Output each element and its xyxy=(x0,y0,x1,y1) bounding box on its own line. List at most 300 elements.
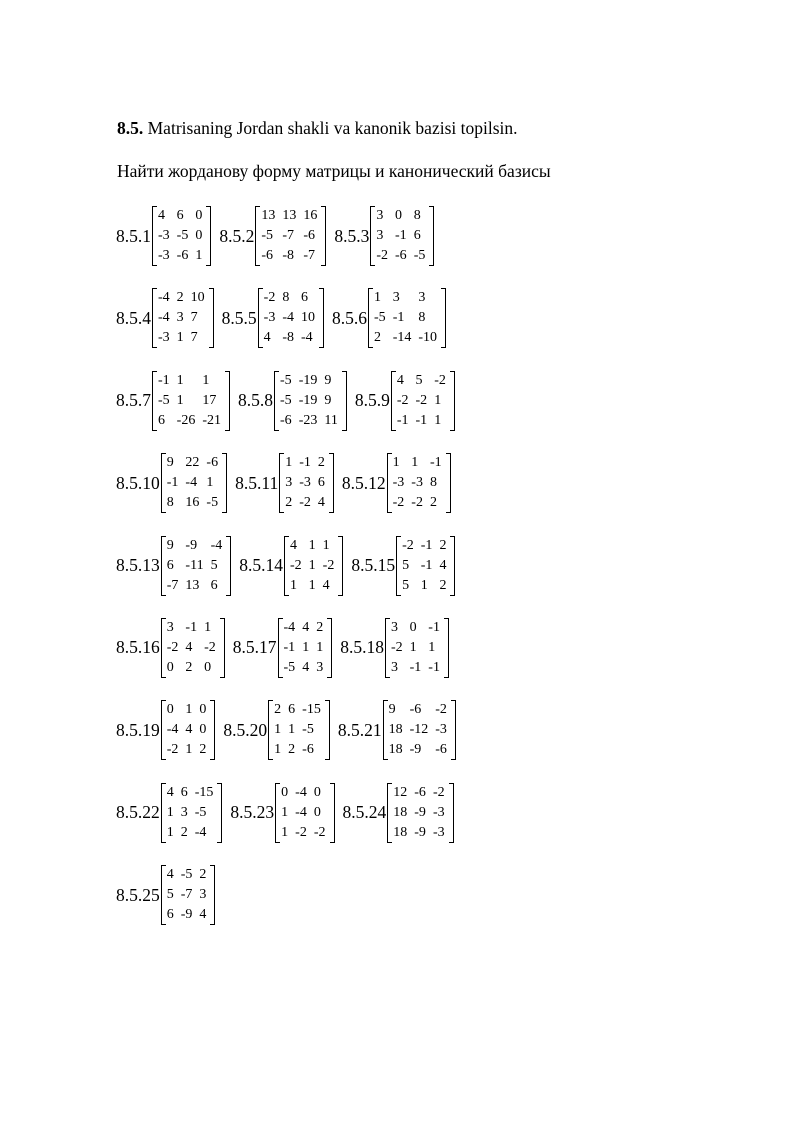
problem-row xyxy=(116,617,776,679)
matrix-entry: 5 xyxy=(402,577,410,593)
matrix-entry: 11 xyxy=(324,412,338,428)
section-title: Matrisaning Jordan shakli va kanonik bazisi topilsin. xyxy=(143,118,518,138)
matrix-entry: 18 xyxy=(393,804,408,820)
matrix-entry: -5 xyxy=(302,722,314,738)
problem-label: 8.5.8 xyxy=(238,390,274,411)
matrix-row xyxy=(165,473,223,493)
matrix-row xyxy=(283,453,330,473)
problem-row xyxy=(116,205,776,267)
matrix-row xyxy=(262,308,320,328)
problem-row xyxy=(116,535,776,597)
matrix-entry: -2 xyxy=(390,639,403,655)
matrix xyxy=(387,453,451,513)
problem-label: 8.5.19 xyxy=(116,719,160,740)
matrix-row xyxy=(165,536,228,556)
matrix-entry: 1 xyxy=(409,639,417,655)
matrix-entry: -7 xyxy=(166,577,179,593)
matrix xyxy=(258,288,324,348)
matrix-entry: -2 xyxy=(402,537,414,553)
matrix-entry: -15 xyxy=(194,784,214,800)
matrix-entry: 9 xyxy=(324,392,332,408)
matrix-row xyxy=(387,740,452,760)
matrix-entry: -5 xyxy=(280,392,292,408)
matrix-entry: 3 xyxy=(376,228,384,243)
matrix-row xyxy=(395,411,451,431)
matrix-entry: 1 xyxy=(285,455,293,471)
matrix xyxy=(161,536,232,596)
matrix-entry: 8 xyxy=(413,208,421,223)
matrix-row xyxy=(165,720,212,740)
matrix-entry: 10 xyxy=(190,290,205,306)
problem-label: 8.5.7 xyxy=(116,390,151,411)
matrix xyxy=(278,618,333,678)
problem-item xyxy=(233,618,332,678)
matrix-row xyxy=(165,783,219,803)
matrix-entry: -8 xyxy=(282,248,295,263)
matrix-row xyxy=(165,658,221,678)
matrix-entry: 6 xyxy=(180,784,188,800)
matrix xyxy=(370,206,434,266)
matrix-entry: -7 xyxy=(303,248,316,263)
matrix-entry: 3 xyxy=(376,208,384,223)
section-number: 8.5. xyxy=(117,118,144,138)
matrix-entry: 10 xyxy=(301,310,316,326)
matrix-row xyxy=(272,740,326,760)
matrix-entry: -1 xyxy=(428,619,440,635)
matrix-entry: 1 xyxy=(274,742,282,758)
matrix-row xyxy=(400,576,451,596)
matrix-entry: 13 xyxy=(261,208,276,223)
matrix xyxy=(368,288,446,348)
matrix-entry: -2 xyxy=(166,639,179,655)
matrix-entry: -2 xyxy=(432,784,445,800)
matrix-entry: 4 xyxy=(166,867,174,883)
problem-row xyxy=(116,782,776,844)
matrix-row xyxy=(156,411,226,431)
matrix-entry: 8 xyxy=(418,310,426,326)
matrix-entry: -19 xyxy=(298,392,318,408)
matrix-entry: -1 xyxy=(420,557,433,573)
matrix-entry: -5 xyxy=(261,228,274,243)
matrix xyxy=(152,288,214,348)
problem-label: 8.5.10 xyxy=(116,472,160,493)
matrix-entry: -5 xyxy=(158,392,170,408)
matrix-row xyxy=(387,720,452,740)
matrix-entry: 1 xyxy=(185,702,193,718)
problem-item xyxy=(334,206,434,266)
matrix-entry: 1 xyxy=(166,824,174,840)
matrix-row xyxy=(395,391,451,411)
matrix-entry: -19 xyxy=(298,372,318,388)
matrix-entry: 2 xyxy=(274,702,282,718)
matrix-row xyxy=(156,391,226,411)
problem-label: 8.5.18 xyxy=(340,637,384,658)
matrix-entry: 5 xyxy=(402,557,410,573)
matrix-entry: 8 xyxy=(282,290,290,306)
matrix-entry: -6 xyxy=(395,248,407,263)
matrix-entry: -2 xyxy=(322,557,335,573)
matrix-entry: -2 xyxy=(263,290,276,306)
matrix-entry: 1 xyxy=(176,392,184,408)
matrix-entry: -6 xyxy=(414,784,426,800)
matrix-entry: -2 xyxy=(434,372,446,388)
matrix-row xyxy=(391,493,447,513)
matrix-entry: 4 xyxy=(302,619,310,635)
matrix-entry: 4 xyxy=(166,784,174,800)
problem-item xyxy=(332,288,446,348)
matrix-row xyxy=(156,371,226,391)
matrix-entry: -10 xyxy=(418,330,438,346)
matrix xyxy=(268,700,330,760)
matrix-entry: 3 xyxy=(166,619,174,635)
problem-label: 8.5.22 xyxy=(116,802,160,823)
matrix-entry: 2 xyxy=(317,455,325,471)
matrix-entry: 4 xyxy=(263,330,271,346)
matrix-entry: 2 xyxy=(429,495,437,511)
problem-item xyxy=(116,865,215,925)
matrix-entry: 4 xyxy=(322,577,330,593)
matrix-entry: -3 xyxy=(411,475,423,491)
matrix-row xyxy=(282,618,329,638)
matrix-entry: 1 xyxy=(302,639,310,655)
matrix xyxy=(383,700,456,760)
problem-item xyxy=(223,700,329,760)
matrix-entry: 2 xyxy=(374,330,382,346)
problem-label: 8.5.4 xyxy=(116,307,151,328)
matrix-entry: -2 xyxy=(435,702,447,718)
problem-label: 8.5.14 xyxy=(239,555,283,576)
matrix-row xyxy=(400,556,451,576)
matrix-entry: -9 xyxy=(414,804,426,820)
matrix-row xyxy=(165,453,223,473)
matrix xyxy=(152,371,230,431)
problem-label: 8.5.5 xyxy=(221,307,257,328)
matrix-entry: 4 xyxy=(185,639,193,655)
matrix-entry: 1 xyxy=(428,639,436,655)
matrix-entry: 7 xyxy=(190,310,198,326)
problem-item xyxy=(116,783,222,843)
matrix-entry: -23 xyxy=(298,412,318,428)
matrix-entry: 6 xyxy=(158,412,165,428)
matrix-entry: 1 xyxy=(290,577,297,593)
matrix-entry: 1 xyxy=(274,722,282,738)
problem-item xyxy=(230,783,334,843)
problem-row xyxy=(116,287,776,349)
matrix-entry: -11 xyxy=(185,557,204,573)
problem-item xyxy=(355,371,455,431)
problem-label: 8.5.11 xyxy=(235,472,279,493)
matrix-entry: -3 xyxy=(158,248,170,263)
problem-label: 8.5.20 xyxy=(223,719,268,740)
matrix xyxy=(255,206,326,266)
matrix-entry: 6 xyxy=(166,557,174,573)
matrix-entry: -2 xyxy=(415,392,428,408)
matrix-entry: 18 xyxy=(388,722,403,738)
matrix-entry: -3 xyxy=(432,804,445,820)
problem-item xyxy=(239,536,343,596)
matrix-row xyxy=(165,493,223,513)
matrix-entry: 0 xyxy=(166,659,174,675)
matrix-entry: 5 xyxy=(166,887,174,903)
matrix xyxy=(279,453,334,513)
matrix-entry: -4 xyxy=(282,310,295,326)
matrix-row xyxy=(165,740,212,760)
matrix-entry: 1 xyxy=(316,639,324,655)
matrix-entry: 1 xyxy=(185,742,193,758)
matrix-entry: -6 xyxy=(176,248,189,263)
matrix-entry: -3 xyxy=(299,475,311,491)
matrix-entry: 0 xyxy=(313,804,321,820)
matrix-entry: 0 xyxy=(199,722,207,738)
matrix-entry: -9 xyxy=(414,824,426,840)
matrix-entry: 3 xyxy=(390,619,398,635)
matrix-entry: 1 xyxy=(308,537,316,553)
matrix-entry: -7 xyxy=(282,228,295,243)
matrix-row xyxy=(156,246,207,266)
matrix-entry: -2 xyxy=(392,495,405,511)
matrix-entry: -8 xyxy=(282,330,295,346)
problem-list xyxy=(116,205,776,947)
matrix-row xyxy=(282,658,329,678)
matrix-entry: 2 xyxy=(439,537,447,553)
matrix-entry: 2 xyxy=(199,867,207,883)
matrix-entry: 1 xyxy=(411,455,419,471)
matrix-entry: 4 xyxy=(185,722,193,738)
matrix-entry: -6 xyxy=(261,248,274,263)
matrix-entry: -4 xyxy=(295,784,307,800)
problem-item xyxy=(116,371,230,431)
matrix-entry: 1 xyxy=(420,577,428,593)
matrix-entry: -4 xyxy=(210,537,223,553)
matrix-entry: 1 xyxy=(195,248,203,263)
problem-label: 8.5.16 xyxy=(116,637,160,658)
matrix-entry: -12 xyxy=(409,722,429,738)
matrix-entry: -4 xyxy=(166,722,179,738)
matrix xyxy=(161,865,216,925)
matrix xyxy=(161,618,225,678)
matrix-entry: 1 xyxy=(308,577,316,593)
matrix xyxy=(387,783,453,843)
matrix-entry: 1 xyxy=(206,475,214,491)
matrix-entry: 2 xyxy=(180,824,188,840)
matrix-entry: 6 xyxy=(317,475,325,491)
matrix-row xyxy=(288,536,339,556)
problem-item xyxy=(340,618,449,678)
matrix-entry: -1 xyxy=(420,537,433,553)
matrix-row xyxy=(278,411,343,431)
matrix-entry: -6 xyxy=(302,742,314,758)
matrix-row xyxy=(165,803,219,823)
matrix-row xyxy=(272,720,326,740)
matrix-entry: 6 xyxy=(413,228,421,243)
matrix-row xyxy=(387,700,452,720)
problem-row xyxy=(116,699,776,761)
matrix-row xyxy=(391,803,449,823)
matrix-entry: 0 xyxy=(195,228,203,243)
matrix-entry: 4 xyxy=(290,537,297,553)
matrix-entry: 6 xyxy=(176,208,184,223)
matrix-row xyxy=(165,700,212,720)
matrix-entry: -3 xyxy=(432,824,445,840)
matrix-entry: 1 xyxy=(281,804,289,820)
matrix-entry: 6 xyxy=(301,290,309,306)
matrix-entry: 0 xyxy=(195,208,203,223)
matrix-entry: 4 xyxy=(199,907,207,923)
matrix xyxy=(152,206,211,266)
matrix-entry: 4 xyxy=(439,557,447,573)
matrix-row xyxy=(288,556,339,576)
problem-label: 8.5.3 xyxy=(334,225,370,246)
matrix-entry: -1 xyxy=(283,639,296,655)
matrix-entry: 1 xyxy=(166,804,174,820)
matrix-row xyxy=(156,288,210,308)
matrix-entry: -4 xyxy=(295,804,307,820)
problem-row xyxy=(116,452,776,514)
matrix-entry: 0 xyxy=(166,702,174,718)
matrix-entry: -4 xyxy=(158,290,170,306)
matrix-entry: -5 xyxy=(374,310,386,326)
matrix-entry: -5 xyxy=(176,228,189,243)
matrix-row xyxy=(165,618,221,638)
matrix-row xyxy=(400,536,451,556)
problem-item xyxy=(342,453,451,513)
problem-item xyxy=(235,453,334,513)
matrix-entry: 1 xyxy=(392,455,400,471)
problem-label: 8.5.6 xyxy=(332,307,368,328)
matrix xyxy=(161,783,223,843)
matrix-entry: 16 xyxy=(185,495,200,511)
problem-item xyxy=(116,618,225,678)
matrix-entry: -5 xyxy=(180,867,193,883)
problem-row xyxy=(116,370,776,432)
matrix-entry: 18 xyxy=(388,742,403,758)
matrix-entry: -1 xyxy=(158,372,170,388)
problem-item xyxy=(351,536,455,596)
problem-item xyxy=(116,700,215,760)
matrix-row xyxy=(165,865,212,885)
matrix xyxy=(385,618,449,678)
matrix-entry: -5 xyxy=(283,659,296,675)
matrix-entry: 0 xyxy=(409,619,417,635)
matrix-entry: 3 xyxy=(316,659,324,675)
matrix-entry: -2 xyxy=(290,557,302,573)
matrix-entry: 18 xyxy=(393,824,408,840)
problem-label: 8.5.12 xyxy=(341,472,386,493)
matrix-entry: 9 xyxy=(324,372,332,388)
matrix-row xyxy=(389,618,445,638)
matrix-entry: -5 xyxy=(280,372,292,388)
matrix-entry: 2 xyxy=(176,290,184,306)
matrix-row xyxy=(372,308,442,328)
matrix-entry: 1 xyxy=(176,372,184,388)
matrix-entry: -4 xyxy=(283,619,296,635)
problem-item xyxy=(338,700,456,760)
problem-item xyxy=(238,371,347,431)
problem-label: 8.5.25 xyxy=(116,884,160,905)
matrix xyxy=(274,371,347,431)
matrix-entry: 4 xyxy=(158,208,165,223)
matrix-entry: 16 xyxy=(303,208,318,223)
matrix-entry: 1 xyxy=(434,412,442,428)
matrix-entry: -1 xyxy=(409,659,422,675)
matrix-entry: -2 xyxy=(396,392,409,408)
problem-label: 8.5.9 xyxy=(354,390,390,411)
matrix-row xyxy=(259,206,322,226)
matrix-row xyxy=(374,226,430,246)
problem-label: 8.5.1 xyxy=(116,225,151,246)
matrix-entry: -5 xyxy=(194,804,207,820)
matrix-entry: 4 xyxy=(396,372,404,388)
matrix-entry: -2 xyxy=(295,824,307,840)
matrix-row xyxy=(279,803,330,823)
matrix-entry: 7 xyxy=(190,330,198,346)
problem-item xyxy=(219,206,326,266)
matrix-entry: -1 xyxy=(185,619,198,635)
problem-label: 8.5.17 xyxy=(232,637,277,658)
matrix-row xyxy=(283,473,330,493)
matrix-entry: -14 xyxy=(392,330,412,346)
matrix-row xyxy=(165,823,219,843)
matrix-entry: 6 xyxy=(166,907,174,923)
matrix-entry: -1 xyxy=(428,659,440,675)
problem-item xyxy=(343,783,454,843)
matrix-row xyxy=(374,246,430,266)
matrix-entry: 2 xyxy=(316,619,324,635)
matrix-entry: 8 xyxy=(166,495,174,511)
matrix-entry: 13 xyxy=(185,577,200,593)
matrix-entry: 2 xyxy=(439,577,447,593)
matrix-row xyxy=(165,556,228,576)
matrix-entry: 22 xyxy=(185,455,200,471)
matrix-row xyxy=(165,576,228,596)
matrix-row xyxy=(259,226,322,246)
matrix-entry: -4 xyxy=(185,475,198,491)
matrix-entry: -5 xyxy=(206,495,219,511)
matrix-entry: -9 xyxy=(185,537,198,553)
matrix-row xyxy=(156,206,207,226)
matrix-entry: -3 xyxy=(392,475,405,491)
matrix-entry: -2 xyxy=(204,639,216,655)
matrix-entry: 3 xyxy=(176,310,184,326)
problem-label: 8.5.24 xyxy=(342,802,387,823)
matrix-entry: 6 xyxy=(288,702,296,718)
problem-row xyxy=(116,864,776,926)
problem-item xyxy=(116,206,211,266)
matrix-entry: -1 xyxy=(299,455,311,471)
matrix-row xyxy=(283,493,330,513)
matrix-row xyxy=(391,823,449,843)
matrix-entry: 1 xyxy=(322,537,330,553)
matrix-row xyxy=(278,391,343,411)
matrix-entry: -6 xyxy=(435,742,447,758)
matrix-row xyxy=(262,328,320,348)
matrix-entry: -9 xyxy=(409,742,422,758)
matrix-entry: 6 xyxy=(210,577,218,593)
matrix-entry: 1 xyxy=(202,372,210,388)
matrix-entry: 13 xyxy=(282,208,297,223)
matrix-entry: 0 xyxy=(313,784,321,800)
matrix-entry: 5 xyxy=(210,557,218,573)
matrix-row xyxy=(165,905,212,925)
problem-label: 8.5.13 xyxy=(116,555,160,576)
matrix xyxy=(396,536,455,596)
matrix-entry: -3 xyxy=(158,228,170,243)
matrix-entry: 2 xyxy=(288,742,296,758)
matrix-entry: -2 xyxy=(411,495,423,511)
matrix-entry: 4 xyxy=(317,495,325,511)
matrix-entry: 0 xyxy=(395,208,403,223)
matrix-row xyxy=(389,638,445,658)
